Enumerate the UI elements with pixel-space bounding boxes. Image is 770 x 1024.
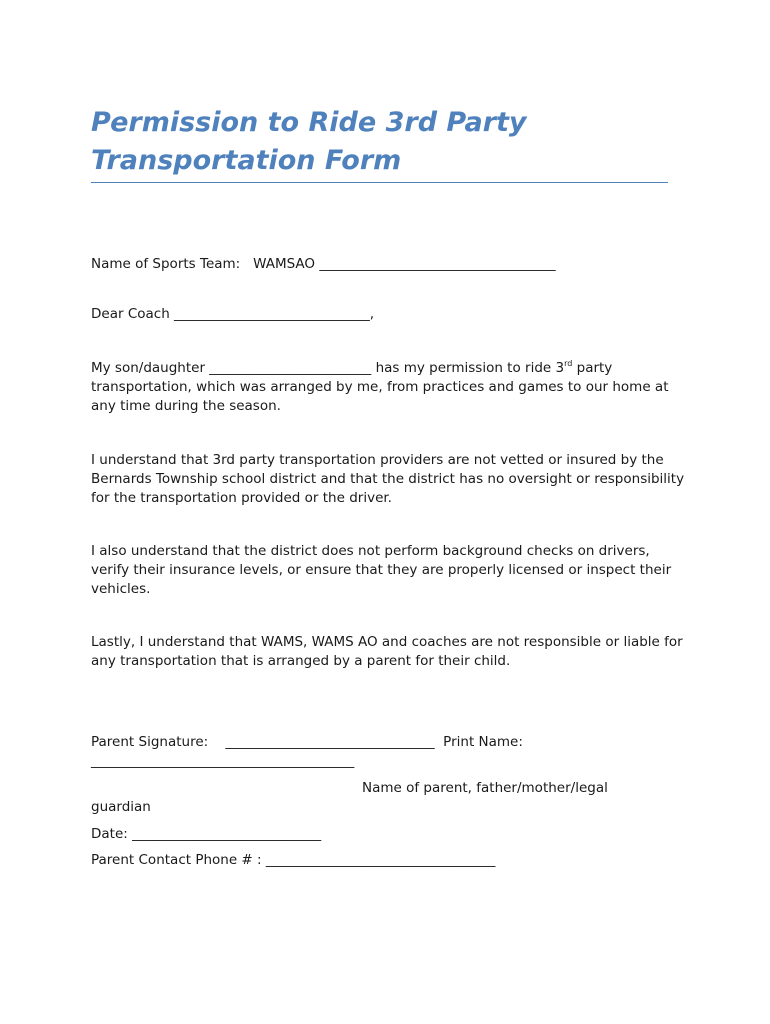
dear-coach-field[interactable]: Dear Coach _____________________________, <box>91 306 375 322</box>
print-name-field[interactable]: _______________________________________ <box>91 753 355 769</box>
parent-signature-field[interactable]: Parent Signature: _______________________________ Print Name: <box>91 734 523 750</box>
print-name-caption-continued: guardian <box>91 799 151 815</box>
form-title <box>91 104 671 180</box>
permission-paragraph <box>91 359 681 416</box>
form-title-line-1: Permission to Ride 3rd Party <box>91 107 527 138</box>
background-check-paragraph: I also understand that the district does not perform background checks on drivers, verify their insurance levels, or ensure that they are properly licensed or inspect their vehicles. <box>91 543 672 597</box>
parent-phone-field[interactable]: Parent Contact Phone # : __________________________________ <box>91 852 496 868</box>
permission-text-part-2: party transportation, which was arranged by me, from practices and games to our home at any time during the season. <box>91 360 669 414</box>
permission-text-part-1: My son/daughter ________________________ has my permission to ride 3 <box>91 360 565 376</box>
print-name-caption: Name of parent, father/mother/legal <box>362 780 608 796</box>
title-divider <box>91 182 668 183</box>
liability-paragraph: Lastly, I understand that WAMS, WAMS AO and coaches are not responsible or liable for any transportation that is arranged by a parent for their child. <box>91 634 683 669</box>
ordinal-superscript: rd <box>564 359 573 368</box>
oversight-paragraph: I understand that 3rd party transportation providers are not vetted or insured by the Bernards Township school district and that the district has no oversight or responsibility for the transportation provided or the driver. <box>91 452 685 506</box>
date-field[interactable]: Date: ____________________________ <box>91 826 322 842</box>
sports-team-field[interactable]: Name of Sports Team: WAMSAO ___________________________________ <box>91 256 556 272</box>
form-title-line-2: Transportation Form <box>91 145 402 176</box>
